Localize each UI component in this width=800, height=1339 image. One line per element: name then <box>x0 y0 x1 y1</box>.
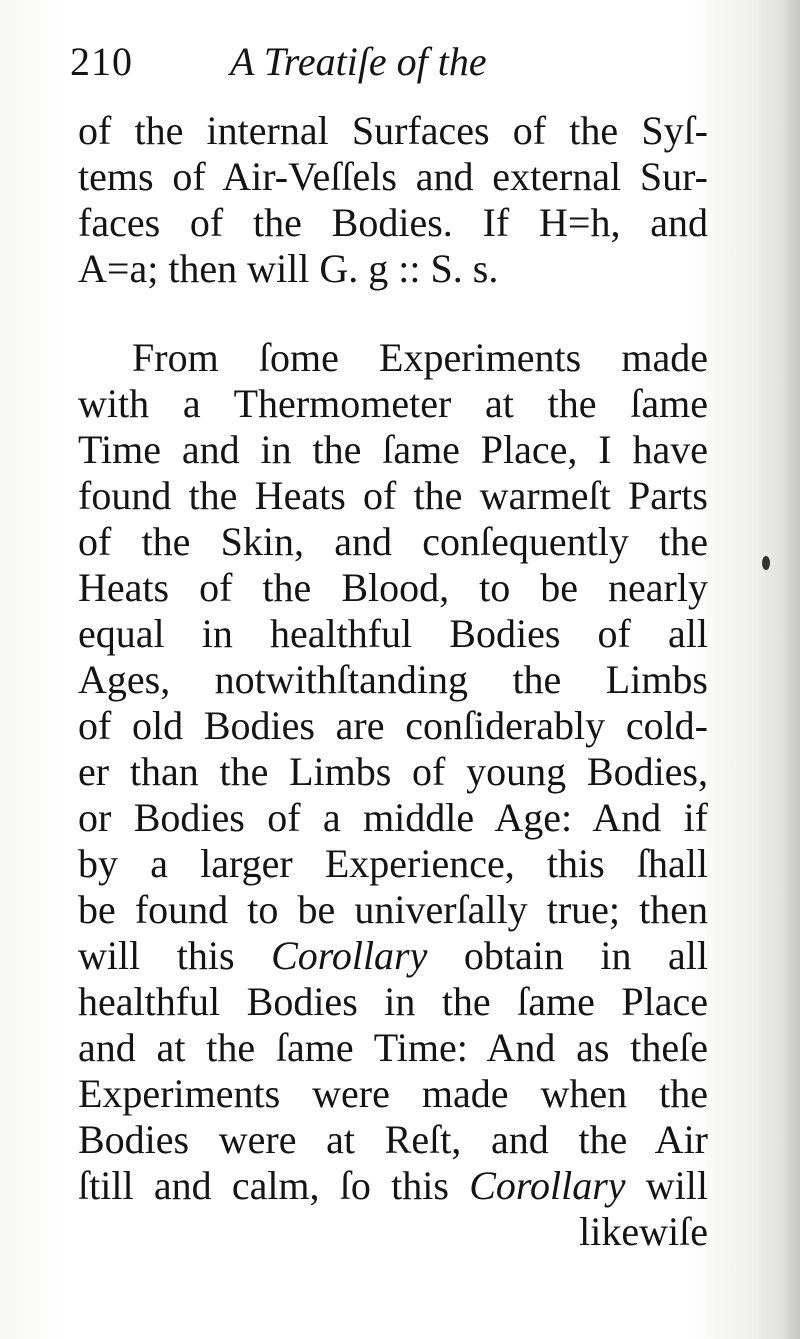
text-line: and at the ſame Time: And as theſe <box>78 1025 708 1070</box>
text-line: Experiments were made when the <box>78 1071 708 1116</box>
italic-word: Corollary <box>469 1163 626 1208</box>
text-line: tems of Air-Veſſels and external Sur- <box>78 154 708 199</box>
text-line: found the Heats of the warmeſt Parts <box>78 473 708 518</box>
continuation-text <box>78 108 708 292</box>
text-line: be found to be univerſally true; then <box>78 887 708 932</box>
text-line: or Bodies of a middle Age: And if <box>78 795 708 840</box>
italic-word: Corollary <box>271 933 428 978</box>
paragraph <box>78 335 708 1255</box>
text-line: er than the Limbs of young Bodies, <box>78 749 708 794</box>
ink-speck <box>762 556 770 570</box>
catchword: likewiſe <box>579 1209 708 1254</box>
text-line: equal in healthful Bodies of all <box>78 611 708 656</box>
text-line: will this Corollary obtain in all <box>78 933 708 978</box>
text-line: by a larger Experience, this ſhall <box>78 841 708 886</box>
text-line: A=a; then will G. g :: S. s. <box>78 246 499 291</box>
running-header <box>70 38 730 98</box>
running-title: A Treatiſe of the <box>230 39 487 84</box>
text-line: faces of the Bodies. If H=h, and <box>78 200 708 245</box>
page-edge-shadow <box>782 0 800 1339</box>
text-line: Bodies were at Reſt, and the Air <box>78 1117 708 1162</box>
text-line: Time and in the ſame Place, I have <box>78 427 708 472</box>
text-line: healthful Bodies in the ſame Place <box>78 979 708 1024</box>
page-number: 210 <box>70 39 133 84</box>
text-line: of the Skin, and conſequently the <box>78 519 708 564</box>
text-line: with a Thermometer at the ſame <box>78 381 708 426</box>
text-line: of old Bodies are conſiderably cold- <box>78 703 708 748</box>
text-line: From ſome Experiments made <box>132 335 708 380</box>
text-line: Heats of the Blood, to be nearly <box>78 565 708 610</box>
text-line: ſtill and calm, ſo this Corollary will <box>78 1163 708 1208</box>
text-line: of the internal Surfaces of the Syſ- <box>78 108 708 153</box>
text-line: Ages, notwithſtanding the Limbs <box>78 657 708 702</box>
